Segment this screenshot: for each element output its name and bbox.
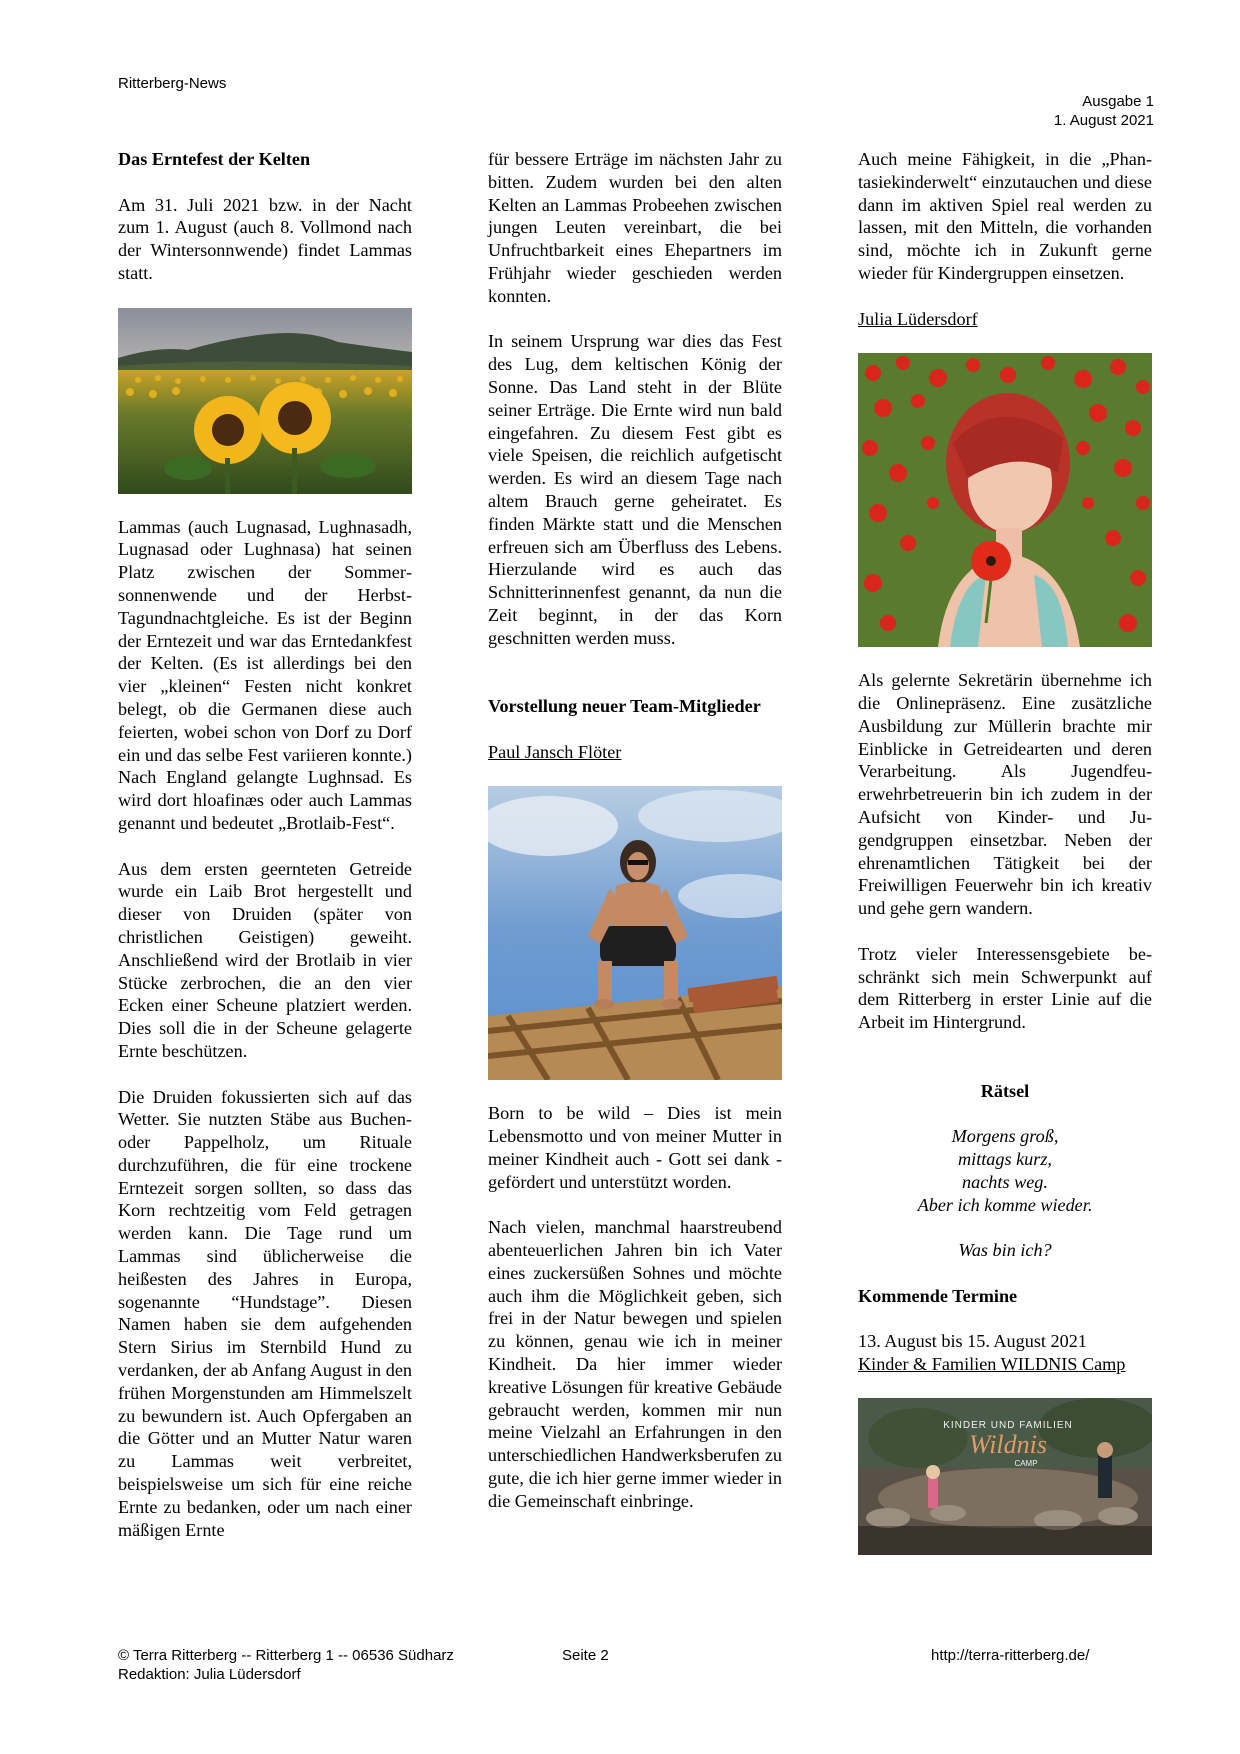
event-image-title: KINDER UND FAMILIEN xyxy=(943,1419,1073,1431)
footer-url-link[interactable]: http://terra-ritterberg.de/ xyxy=(931,1647,1090,1664)
column-1 xyxy=(118,148,412,1564)
man-on-roof-image xyxy=(488,786,782,1080)
article-heading-team: Vorstellung neuer Team-Mitglieder xyxy=(488,696,761,717)
newsletter-name: Ritterberg-News xyxy=(118,75,227,92)
event-title-link[interactable]: Kinder & Familien WILDNIS Camp xyxy=(858,1354,1126,1375)
issue-number: Ausgabe 1 xyxy=(1082,93,1154,110)
event-date: 13. August bis 15. August 2021 xyxy=(858,1331,1087,1352)
sunflower-field-image xyxy=(118,308,412,494)
article-paragraph: Trotz vieler Interessensgebiete beschränkt sich mein Schwerpunkt auf dem Ritterberg in erster Linie auf die Arbeit im Hintergrund. xyxy=(858,943,1152,1033)
riddle-line: mittags kurz, xyxy=(958,1148,1052,1169)
article-paragraph: Born to be wild – Dies ist mein Lebensmotto und von meiner Mutter in meiner Kindheit auch - Gott sei dank - gefördert und unterstützt worden. xyxy=(488,1103,782,1192)
footer-copyright: © Terra Ritterberg -- Ritterberg 1 -- 06536 Südharz xyxy=(118,1647,454,1664)
article-paragraph: Lammas (auch Lugnasad, Lughnasadh, Lugnasad oder Lughnasa) hat seinen Platz zwischen der Sommersonnenwende und der Herbst-Tagundnachtgleiche. Es ist der Beginn der Erntezeit und war das Erntedankfest der Kelten. (Es ist allerdings bei den vier „kleinen“ Festen nicht konkret belegt, ob die Germanen diese auch feierten, wobei schon von Dorf zu Dorf ein und das selbe Fest variieren konnte.) Nach England gelangte Lughnsad. Es wird dort hloafinæs oder auch Lammas genannt und bedeutet „Brotlaib-Fest“. xyxy=(118,516,412,833)
article-paragraph: Als gelernte Sekretärin übernehme ich die Onlinepräsenz. Eine zusätzliche Ausbildung zur Müllerin brachte mir Einblicke in Getreidearten und deren Verarbeitung. Als Jugendfeuerwehrbetreuerin bin ich zudem in der Aufsicht von Kinder- und Jugendgruppen einsetzbar. Neben der ehrenamtlichen Tätigkeit bei der Freiwilligen Feuerwehr bin ich kreativ und gehe gern wandern. xyxy=(858,670,1152,919)
column-3 xyxy=(858,148,1152,1555)
footer-editor: Redaktion: Julia Lüdersdorf xyxy=(118,1666,301,1683)
wildnis-camp-image xyxy=(858,1398,1152,1555)
member-name-julia: Julia Lüdersdorf xyxy=(858,308,978,329)
article-paragraph: Am 31. Juli 2021 bzw. in der Nacht zum 1. August (auch 8. Vollmond nach der Wintersonnwende) findet Lammas statt. xyxy=(118,194,412,283)
footer-left xyxy=(118,1646,454,1684)
events-heading: Kommende Termine xyxy=(858,1285,1018,1306)
article-heading-erntefest: Das Erntefest der Kelten xyxy=(118,149,311,169)
article-paragraph: Auch meine Fähigkeit, in die „Phantasiekinderwelt“ einzutauchen und diese dann im aktiven Spiel real werden zu lassen, mit den Mitteln, die vorhanden sind, möchte ich in Zukunft gerne wieder für Kindergruppen einsetzen. xyxy=(858,149,1152,283)
event-image-sub: CAMP xyxy=(1014,1458,1038,1468)
riddle-line: nachts weg. xyxy=(962,1171,1048,1192)
article-paragraph: Nach vielen, manchmal haarstreubend abenteuerlichen Jahren bin ich Vater eines zuckersüßen Sohnes und möchte auch ihm die Möglichkeit geben, sich frei in der Natur bewegen und spielen zu können, genau wie ich in meiner Kindheit. Da hier immer wieder kreative Lösungen für kreative Gebäude gebraucht werden, kommen mir nun meine Vielzahl an Erfahrungen in den unterschiedlichen Handwerksberufen zu gute, die ich hier gerne immer wieder in die Gemeinschaft einbringe. xyxy=(488,1217,782,1511)
riddle-line: Morgens groß, xyxy=(951,1126,1059,1147)
article-paragraph: für bessere Erträge im nächsten Jahr zu bitten. Zudem wurden bei den alten Kelten an Lammas Probeehen zwischen jungen Leuten vereinbart, die bei Unfruchtbarkeit eines Ehepartners im Frühjahr wieder geschieden werden konnten. xyxy=(488,149,782,306)
woman-in-poppy-field-image xyxy=(858,353,1152,647)
article-paragraph: Aus dem ersten geernteten Getreide wurde ein Laib Brot hergestellt und dieser von Druiden (später von christlichen Geistigen) geweiht. Anschließend wird der Brotlaib in vier Stücke zerbrochen, die an den vier Ecken einer Scheune platziert werden. Dies soll die in der Scheune gelagerte Ernte beschützen. xyxy=(118,858,412,1061)
article-paragraph: Die Druiden fokussierten sich auf das Wetter. Sie nutzten Stäbe aus Buchen- oder Pappelholz, um Rituale durchzuführen, die für eine trockene Erntezeit sorgen sollten, so dass das Korn rechtzeitig vom Feld getragen werden kann. Die Tage rund um Lammas sind üblicherweise die heißesten des Jahres in Europa, sogenannte “Hundstage”. Diesen Namen haben sie dem aufgehenden Stern Sirius im Sternbild Hund zu verdanken, der ab Anfang August in den frühen Morgenstunden am Himmelszelt zu bewundern ist. Auch Opfergaben an die Götter und an Mutter Natur waren zu Lammas weit verbreitet, beispielsweise um sich für eine reiche Ernte zu bedanken, oder um nach einer mäßigen Ernte xyxy=(118,1086,412,1540)
member-name-paul: Paul Jansch Flöter xyxy=(488,741,622,762)
riddle-text xyxy=(858,1125,1152,1216)
riddle-heading: Rätsel xyxy=(980,1080,1030,1101)
column-2 xyxy=(488,148,782,1535)
riddle-question: Was bin ich? xyxy=(958,1240,1052,1261)
article-paragraph: In seinem Ursprung war dies das Fest des Lug, dem keltischen König der Sonne. Das Land steht in der Blüte seiner Erträge. Die Ernte wird nun bald eingefahren. Zu diesem Fest gibt es viele Speisen, die reichlich aufgetischt werden. Es wird an diesem Tage nach altem Brauch gerne geheiratet. Es finden Märkte statt und die Menschen erfreuen sich am Überfluss des Lebens. Hierzulande wird es auch das Schnitterinnenfest genannt, da nun die Zeit beginnt, in der das Korn geschnitten werden muss. xyxy=(488,331,782,648)
issue-date: 1. August 2021 xyxy=(1053,112,1154,129)
page-number: Seite 2 xyxy=(562,1647,609,1664)
issue-info xyxy=(1054,92,1154,130)
riddle-line: Aber ich komme wieder. xyxy=(917,1194,1093,1215)
event-image-script: Wildnis xyxy=(968,1429,1048,1459)
